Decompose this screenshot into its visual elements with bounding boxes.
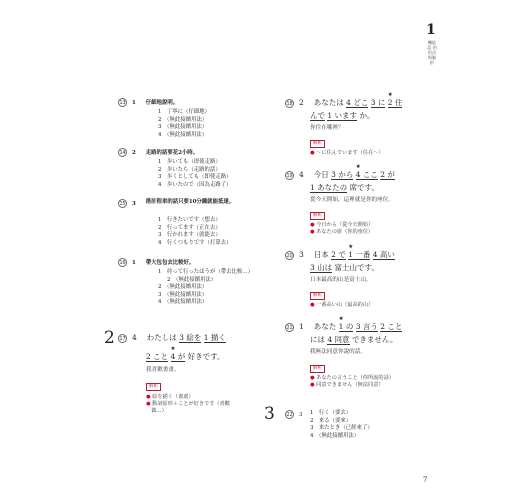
question-21-line2 — [310, 335, 397, 345]
analysis-tag: 解析 — [310, 365, 325, 373]
analysis-tag: 解析 — [146, 383, 161, 391]
answer: 3 — [132, 201, 136, 207]
analysis-tag: 解析 — [310, 292, 325, 300]
question-13 — [118, 98, 210, 138]
blank-option: 2 こと — [380, 322, 403, 331]
option: 3 （無此接續用法） — [158, 124, 208, 131]
analysis-notes — [310, 150, 384, 157]
blank-option: 1 描く — [203, 333, 226, 342]
analysis-notes — [310, 222, 373, 236]
option: 4 （無此接續用法） — [310, 432, 360, 439]
question-17-line2 — [146, 352, 225, 362]
question-20 — [285, 250, 395, 260]
option-list — [158, 159, 232, 189]
option: 2 歩いたら（走路的話） — [158, 166, 221, 173]
note: ● あなたの席（你的座位） — [310, 229, 374, 235]
question-number: 18 — [285, 99, 294, 108]
sentence-part: わたしは — [146, 333, 177, 342]
sentence-part: あなた — [313, 322, 337, 331]
blank-option: 4 高い — [372, 250, 395, 259]
blank-option: んで — [310, 111, 325, 120]
question-number: 16 — [118, 258, 127, 267]
analysis-tag: 解析 — [310, 212, 325, 220]
question-18 — [285, 98, 402, 108]
question-number: 19 — [285, 171, 294, 180]
question-15 — [118, 199, 256, 246]
translation: 我喜歡畫畫。 — [146, 367, 180, 373]
sentence-part: 席です。 — [349, 183, 379, 192]
option: 1 行きたいです（想去） — [158, 217, 221, 223]
sentence-part: か。 — [359, 111, 375, 120]
bullet-dot: ● — [146, 394, 151, 400]
option: 2 来る（要來） — [310, 417, 352, 424]
sentence-part: 好きです。 — [187, 352, 225, 361]
section-number: 3 — [264, 404, 275, 424]
note: ● 動詞原形＋ことが好きです（喜歡 — [146, 401, 230, 407]
option-list — [158, 217, 232, 247]
bullet-dot: ● — [310, 382, 315, 388]
question-14 — [118, 148, 232, 188]
blank-option: 3 山は — [310, 263, 333, 272]
option: 1 持って行ったほうが（帶去比較…） — [158, 269, 254, 275]
question-19 — [285, 170, 395, 180]
question-number: 17 — [118, 334, 127, 343]
option-list — [158, 269, 253, 307]
note: ● 一番高い山（最高的山） — [310, 302, 374, 308]
bullet-dot: ● — [310, 375, 315, 381]
answer: 4 — [299, 170, 304, 179]
option: 1 丁寧に（仔細地） — [158, 109, 210, 115]
question-number: 13 — [118, 98, 127, 107]
question-title: 帶大包包去比較好。 — [145, 260, 195, 266]
blank-option-starred: ★ 1 の — [339, 322, 354, 332]
question-16 — [118, 258, 254, 306]
answer: 3 — [299, 250, 304, 259]
option: 2 （無此接續用法） — [167, 276, 217, 283]
answer: 1 — [132, 260, 136, 266]
question-number: 15 — [118, 199, 127, 208]
note: 做…） — [146, 408, 167, 414]
answer: 2 — [299, 98, 304, 107]
option: 3 行かれます（就能去） — [158, 232, 221, 239]
question-title: 搭計程車的話只要10分鐘就能抵達。 — [145, 199, 235, 205]
option-list — [158, 109, 210, 139]
bullet-dot: ● — [310, 150, 315, 156]
question-18-line2 — [310, 111, 374, 121]
unit-caption: 機能語 的用法與解析 — [427, 40, 437, 65]
question-19-line2 — [310, 183, 379, 193]
blank-option: 3 言う — [355, 322, 378, 331]
bullet-dot: ● — [310, 222, 315, 228]
blank-option: 3 から — [331, 170, 354, 179]
option: 2 （無此接續用法） — [158, 116, 208, 123]
question-title: 走路的話要花2小時。 — [145, 150, 199, 156]
answer: 2 — [132, 150, 136, 156]
bullet-dot: ● — [146, 401, 151, 407]
option: 4 行くつもりです（打算去） — [158, 239, 232, 246]
translation: 日本最高的山是富士山。 — [310, 277, 372, 283]
question-21 — [285, 322, 402, 332]
question-title: 仔細地說明。 — [145, 100, 179, 106]
sentence-part: には — [310, 335, 325, 344]
option: 4 （無此接續用法） — [158, 299, 208, 306]
bullet-dot: ● — [310, 302, 315, 308]
translation: 我無法同意你說的話。 — [310, 349, 366, 355]
question-number: 21 — [285, 323, 294, 332]
option: 3 来たとき（已經來了） — [310, 425, 373, 432]
question-number: 22 — [285, 410, 294, 419]
blank-option-starred: ★ 1 一番 — [348, 250, 370, 260]
translation: 從今天開始，這裡就是你的座位。 — [310, 197, 394, 203]
option: 3 （無此接續用法） — [158, 291, 208, 298]
analysis-tag: 解析 — [310, 140, 325, 148]
option: 4 歩いたので（因為走路了） — [158, 181, 232, 188]
blank-option-starred: ★ 4 ここ — [356, 170, 378, 180]
answer: 1 — [132, 100, 136, 106]
blank-option: 4 どこ — [346, 98, 369, 107]
blank-option-starred: ★ 2 住 — [388, 98, 403, 108]
unit-number: 1 — [426, 22, 436, 38]
note: ● 同意できません（無法同意） — [310, 382, 384, 388]
option: 1 歩いても（即使走路） — [158, 159, 221, 165]
sentence-part: 富士山です。 — [334, 263, 379, 272]
blank-option: 4 同意 — [327, 335, 350, 344]
question-number: 14 — [118, 148, 127, 157]
note: ● 絵を描く（畫畫） — [146, 394, 194, 400]
page-number: 7 — [423, 476, 428, 484]
section-number: 2 — [104, 328, 115, 348]
option: 1 行く（要去） — [310, 410, 352, 416]
option-list — [310, 410, 373, 440]
note: ● 〜に住んでいます（住在〜） — [310, 150, 384, 156]
note: ● 今日から（從今天開始） — [310, 222, 374, 228]
blank-option: 2 こと — [146, 352, 169, 361]
analysis-notes — [146, 394, 230, 415]
answer: 4 — [132, 333, 137, 342]
question-number: 20 — [285, 251, 294, 260]
option: 2 （無此接續用法） — [158, 284, 208, 291]
sentence-part: あなたは — [313, 98, 344, 107]
option: 4 （無此接續用法） — [158, 131, 208, 138]
option: 3 歩くとしても（即使走路） — [158, 174, 232, 181]
question-17 — [118, 333, 226, 343]
analysis-notes — [310, 302, 373, 309]
sentence-part: できません。 — [351, 335, 398, 344]
blank-option: 2 で — [331, 250, 346, 259]
sentence-part: 日本 — [313, 250, 329, 259]
answer: 1 — [299, 322, 304, 331]
answer: 3 — [299, 412, 303, 418]
analysis-notes — [310, 375, 394, 389]
note: ● あなたの言うこと（你所說的話） — [310, 375, 394, 381]
translation: 你住在哪裡？ — [310, 125, 344, 131]
blank-option: 3 に — [370, 98, 386, 107]
blank-option-starred: ★ 4 が — [171, 352, 186, 362]
blank-option: 1 います — [327, 111, 358, 120]
blank-option: 1 あなたの — [310, 183, 348, 192]
blank-option: 3 絵を — [179, 333, 202, 342]
blank-option: 2 が — [380, 170, 395, 179]
sentence-part: 今日 — [313, 170, 329, 179]
option: 2 行ってます（正在去） — [158, 224, 221, 231]
question-20-line2 — [310, 263, 379, 273]
bullet-dot: ● — [310, 229, 315, 235]
question-22 — [285, 410, 373, 439]
